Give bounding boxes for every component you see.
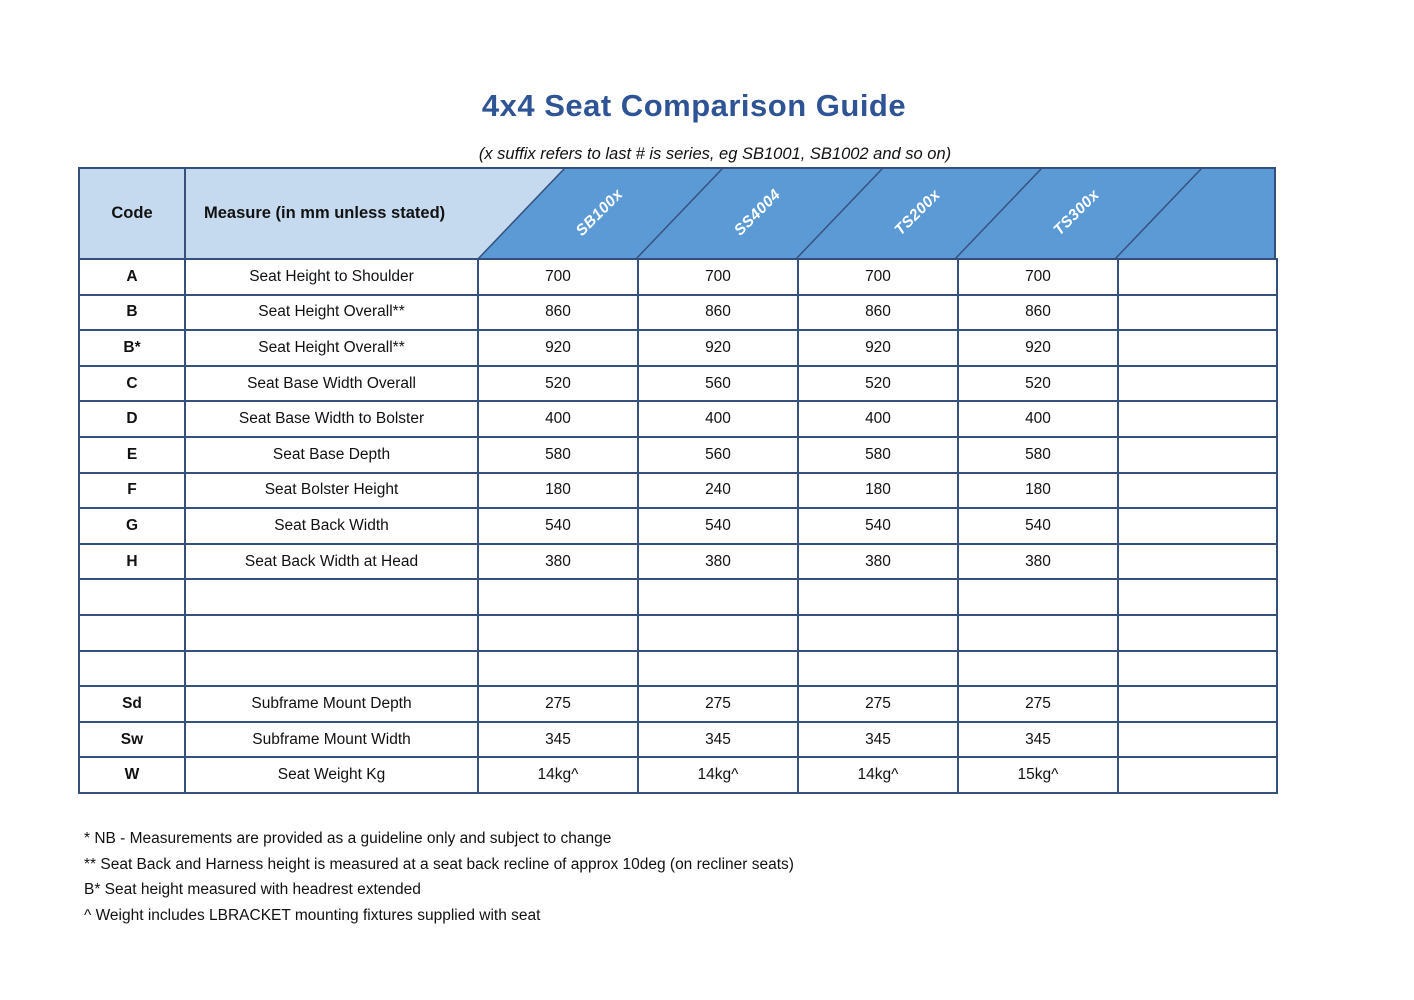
note-headrest: B* Seat height measured with headrest extended <box>84 881 421 898</box>
code-cell: B* <box>79 330 185 366</box>
value-cell <box>958 615 1118 651</box>
value-cell: 275 <box>958 686 1118 722</box>
comparison-table <box>78 258 1278 794</box>
value-cell: 580 <box>958 437 1118 473</box>
measure-cell <box>185 579 478 615</box>
value-cell <box>1118 437 1277 473</box>
value-cell <box>1118 757 1277 793</box>
value-cell: 380 <box>958 544 1118 580</box>
table-row <box>79 722 1277 758</box>
value-cell: 540 <box>478 508 638 544</box>
code-cell: B <box>79 295 185 331</box>
value-cell: 540 <box>958 508 1118 544</box>
value-cell: 380 <box>798 544 958 580</box>
value-cell: 14kg^ <box>478 757 638 793</box>
value-cell: 345 <box>478 722 638 758</box>
table-row <box>79 651 1277 687</box>
table-row <box>79 401 1277 437</box>
value-cell: 700 <box>478 259 638 295</box>
value-cell: 700 <box>798 259 958 295</box>
code-cell: A <box>79 259 185 295</box>
value-cell: 580 <box>478 437 638 473</box>
table-body <box>79 259 1277 793</box>
value-cell: 520 <box>958 366 1118 402</box>
value-cell: 520 <box>798 366 958 402</box>
table-row <box>79 508 1277 544</box>
measure-cell: Seat Base Width to Bolster <box>185 401 478 437</box>
code-cell <box>79 615 185 651</box>
value-cell <box>638 615 798 651</box>
value-cell: 860 <box>798 295 958 331</box>
table-row <box>79 259 1277 295</box>
value-cell: 275 <box>798 686 958 722</box>
measure-cell: Seat Base Width Overall <box>185 366 478 402</box>
code-cell: Sd <box>79 686 185 722</box>
column-header-ss4004: SS4004 <box>731 186 785 240</box>
value-cell: 860 <box>478 295 638 331</box>
measure-cell: Seat Back Width <box>185 508 478 544</box>
table-header <box>78 167 1276 258</box>
value-cell: 400 <box>638 401 798 437</box>
value-cell <box>638 579 798 615</box>
value-cell <box>1118 686 1277 722</box>
column-header-measure: Measure (in mm unless stated) <box>204 204 446 222</box>
table-row <box>79 579 1277 615</box>
measure-cell: Seat Height Overall** <box>185 295 478 331</box>
code-cell: G <box>79 508 185 544</box>
page-subtitle: (x suffix refers to last # is series, eg SB1001, SB1002 and so on) <box>478 145 952 163</box>
page-title: 4x4 Seat Comparison Guide <box>481 88 907 123</box>
value-cell: 540 <box>638 508 798 544</box>
value-cell <box>1118 544 1277 580</box>
value-cell: 345 <box>798 722 958 758</box>
note-weight: ^ Weight includes LBRACKET mounting fixtures supplied with seat <box>84 906 541 924</box>
value-cell: 700 <box>638 259 798 295</box>
value-cell: 345 <box>638 722 798 758</box>
value-cell <box>1118 401 1277 437</box>
measure-cell: Seat Back Width at Head <box>185 544 478 580</box>
value-cell: 560 <box>638 366 798 402</box>
value-cell: 400 <box>958 401 1118 437</box>
column-header-ts200x: TS200x <box>891 186 944 239</box>
value-cell <box>478 579 638 615</box>
code-cell <box>79 579 185 615</box>
code-cell: C <box>79 366 185 402</box>
value-cell <box>1118 473 1277 509</box>
table-row <box>79 437 1277 473</box>
column-header-code: Code <box>80 169 186 258</box>
value-cell <box>1118 330 1277 366</box>
value-cell <box>1118 615 1277 651</box>
value-cell: 400 <box>478 401 638 437</box>
value-cell <box>1118 508 1277 544</box>
measure-cell: Subframe Mount Depth <box>185 686 478 722</box>
value-cell: 345 <box>958 722 1118 758</box>
measure-cell <box>185 615 478 651</box>
value-cell: 380 <box>638 544 798 580</box>
note-recline: ** Seat Back and Harness height is measured at a seat back recline of approx 10deg (on recliner seats) <box>84 855 794 873</box>
code-cell: D <box>79 401 185 437</box>
table-row <box>79 473 1277 509</box>
value-cell <box>798 615 958 651</box>
value-cell: 14kg^ <box>798 757 958 793</box>
table-row <box>79 295 1277 331</box>
column-header-sb100x: SB100x <box>572 185 627 240</box>
value-cell: 580 <box>798 437 958 473</box>
table-row <box>79 686 1277 722</box>
table-row <box>79 366 1277 402</box>
value-cell <box>1118 722 1277 758</box>
table-row <box>79 615 1277 651</box>
table-row <box>79 757 1277 793</box>
value-cell: 180 <box>958 473 1118 509</box>
value-cell <box>478 651 638 687</box>
value-cell: 400 <box>798 401 958 437</box>
value-cell <box>1118 259 1277 295</box>
code-cell: E <box>79 437 185 473</box>
measure-cell: Seat Bolster Height <box>185 473 478 509</box>
value-cell: 920 <box>798 330 958 366</box>
code-cell: H <box>79 544 185 580</box>
value-cell: 275 <box>478 686 638 722</box>
value-cell: 920 <box>958 330 1118 366</box>
value-cell: 240 <box>638 473 798 509</box>
code-cell: F <box>79 473 185 509</box>
value-cell: 380 <box>478 544 638 580</box>
value-cell <box>478 615 638 651</box>
value-cell: 520 <box>478 366 638 402</box>
value-cell: 180 <box>478 473 638 509</box>
code-cell: Sw <box>79 722 185 758</box>
code-cell <box>79 651 185 687</box>
measure-cell: Subframe Mount Width <box>185 722 478 758</box>
measure-cell: Seat Base Depth <box>185 437 478 473</box>
value-cell: 180 <box>798 473 958 509</box>
value-cell: 700 <box>958 259 1118 295</box>
column-header-ts300x: TS300x <box>1050 186 1103 239</box>
value-cell: 560 <box>638 437 798 473</box>
measure-cell: Seat Weight Kg <box>185 757 478 793</box>
table-row <box>79 330 1277 366</box>
measure-cell <box>185 651 478 687</box>
measure-cell: Seat Height to Shoulder <box>185 259 478 295</box>
note-guideline: * NB - Measurements are provided as a guideline only and subject to change <box>84 830 612 847</box>
value-cell <box>958 651 1118 687</box>
value-cell: 14kg^ <box>638 757 798 793</box>
value-cell <box>1118 295 1277 331</box>
value-cell <box>1118 651 1277 687</box>
code-cell: W <box>79 757 185 793</box>
footnotes <box>84 826 794 928</box>
measure-cell: Seat Height Overall** <box>185 330 478 366</box>
value-cell <box>638 651 798 687</box>
value-cell: 860 <box>638 295 798 331</box>
table-row <box>79 544 1277 580</box>
value-cell: 540 <box>798 508 958 544</box>
value-cell: 920 <box>478 330 638 366</box>
value-cell: 15kg^ <box>958 757 1118 793</box>
value-cell: 275 <box>638 686 798 722</box>
value-cell: 920 <box>638 330 798 366</box>
value-cell <box>798 651 958 687</box>
value-cell <box>1118 579 1277 615</box>
value-cell: 860 <box>958 295 1118 331</box>
value-cell <box>958 579 1118 615</box>
value-cell <box>798 579 958 615</box>
value-cell <box>1118 366 1277 402</box>
